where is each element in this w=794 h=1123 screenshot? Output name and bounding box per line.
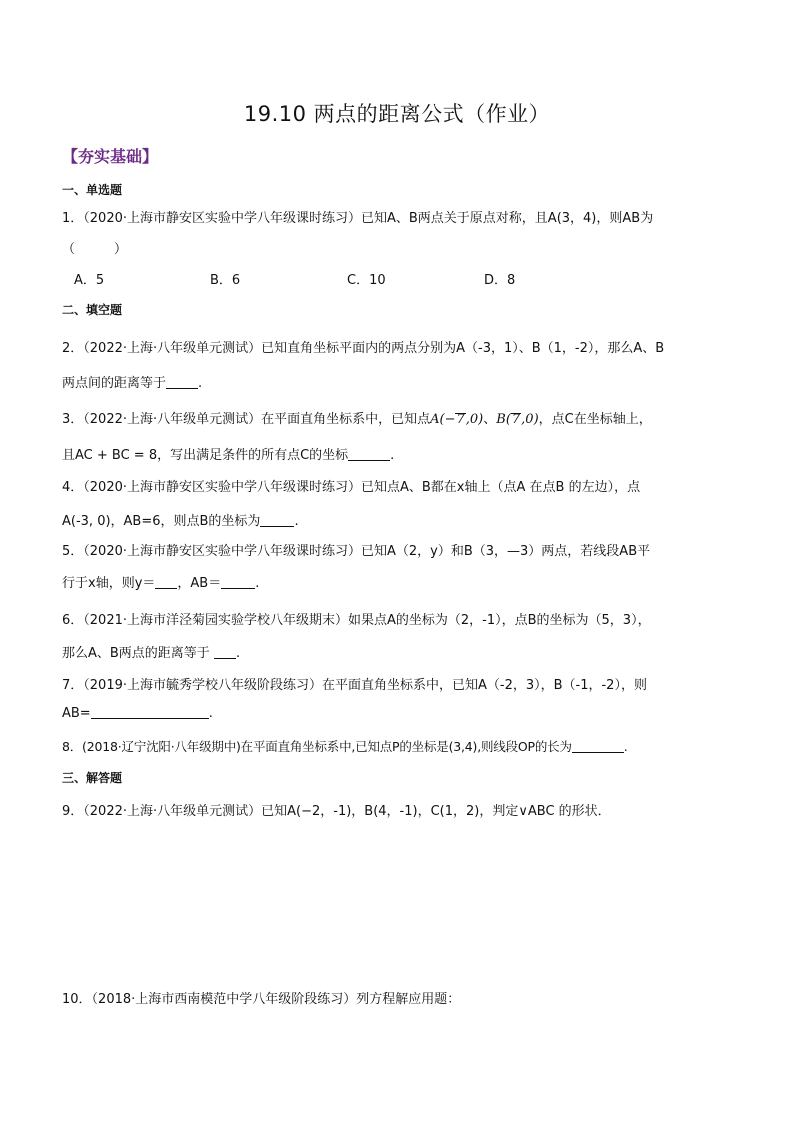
q6-line1: 6．（2021·上海市洋泾菊园实验学校八年级期末）如果点A的坐标为（2，-1），点B的坐标为（5，3）， xyxy=(62,613,651,628)
q3-line2 xyxy=(62,444,394,463)
q4-period: . xyxy=(294,514,299,529)
q7-line1: 7．（2019·上海市毓秀学校八年级阶段练习）在平面直角坐标系中，已知A（-2，3），B（-1，-2），则 xyxy=(62,678,647,693)
q7-period: . xyxy=(208,706,213,721)
section-tag: 【夯实基础】 xyxy=(62,147,159,166)
q3-sep: 、 xyxy=(483,412,497,427)
heading-fill-blank: 二、填空题 xyxy=(62,303,123,317)
q5-line2-text: 行于x轴，则y＝ xyxy=(62,576,156,591)
q3-period: . xyxy=(390,448,395,463)
q3-point-a: A(−7,0) xyxy=(430,412,484,427)
q8-answer-blank[interactable] xyxy=(572,740,624,753)
q2-line2-text: 两点间的距离等于 xyxy=(62,376,167,391)
q3-line1 xyxy=(62,408,652,427)
q7-line2 xyxy=(62,706,213,721)
heading-answer: 三、解答题 xyxy=(62,771,123,785)
q4-answer-blank[interactable] xyxy=(260,514,294,527)
q5-line1: 5．（2020·上海市静安区实验中学八年级课时练习）已知A（2，y）和B（3，—3）两点，若线段AB平 xyxy=(62,544,651,559)
q2-line1: 2．（2022·上海·八年级单元测试）已知直角坐标平面内的两点分别为A（-3，1）、B（1，-2），那么A、B xyxy=(62,341,665,356)
q9-line1: 9．（2022·上海·八年级单元测试）已知A(−2，-1)，B(4，-1)，C(1，2)，判定∨ABC 的形状． xyxy=(62,804,611,819)
q1-option-b: B．6 xyxy=(210,273,241,288)
q4-line2 xyxy=(62,510,299,529)
q3-line1-text: 3．（2022·上海·八年级单元测试）在平面直角坐标系中，已知点 xyxy=(62,412,431,427)
q5-ab-blank[interactable] xyxy=(221,576,255,589)
q7-line2-text: AB= xyxy=(62,706,91,721)
q6-line2-text: 那么A、B两点的距离等于 xyxy=(62,646,214,661)
q7-answer-blank[interactable] xyxy=(91,706,209,719)
q1-line2: （ ） xyxy=(62,242,128,257)
q5-y-blank[interactable] xyxy=(155,576,177,589)
q3-line2-text: 且AC + BC = 8，写出满足条件的所有点C的坐标 xyxy=(62,448,349,463)
q2-answer-blank[interactable] xyxy=(166,376,198,389)
q8-line1-text: 8．(2018·辽宁沈阳·八年级期中)在平面直角坐标系中,已知点P的坐标是(3,4),则线段OP的长为 xyxy=(62,739,572,754)
q8-period: . xyxy=(623,739,628,754)
q1-line1: 1．（2020·上海市静安区实验中学八年级课时练习）已知A、B两点关于原点对称，且A(3，4)，则AB为 xyxy=(62,211,654,226)
page-title: 19.10 两点的距离公式（作业） xyxy=(243,102,551,126)
q5-mid: ，AB＝ xyxy=(177,576,222,591)
q10-line1: 10．（2018·上海市西南模范中学八年级阶段练习）列方程解应用题： xyxy=(62,992,461,1007)
q4-line2-text: A(-3, 0)，AB=6，则点B的坐标为 xyxy=(62,514,261,529)
q6-answer-blank[interactable] xyxy=(214,646,236,659)
q1-option-c: C．10 xyxy=(347,273,386,288)
q8-line1 xyxy=(62,737,628,755)
q5-period: . xyxy=(255,576,260,591)
q5-line2 xyxy=(62,572,259,591)
q3-answer-blank[interactable] xyxy=(348,448,390,461)
q6-line2 xyxy=(62,642,240,661)
q3-line1-tail: ，点C在坐标轴上， xyxy=(538,412,652,427)
heading-single-choice: 一、单选题 xyxy=(62,183,123,197)
q4-line1: 4．（2020·上海市静安区实验中学八年级课时练习）已知点A、B都在x轴上（点A 在点B 的左边），点 xyxy=(62,480,641,495)
q1-option-a: A．5 xyxy=(74,273,105,288)
q2-line2 xyxy=(62,372,202,391)
q2-period: . xyxy=(198,376,203,391)
q1-option-d: D．8 xyxy=(484,273,516,288)
q6-period: . xyxy=(235,646,241,661)
q3-point-b: B(7,0) xyxy=(496,412,539,427)
